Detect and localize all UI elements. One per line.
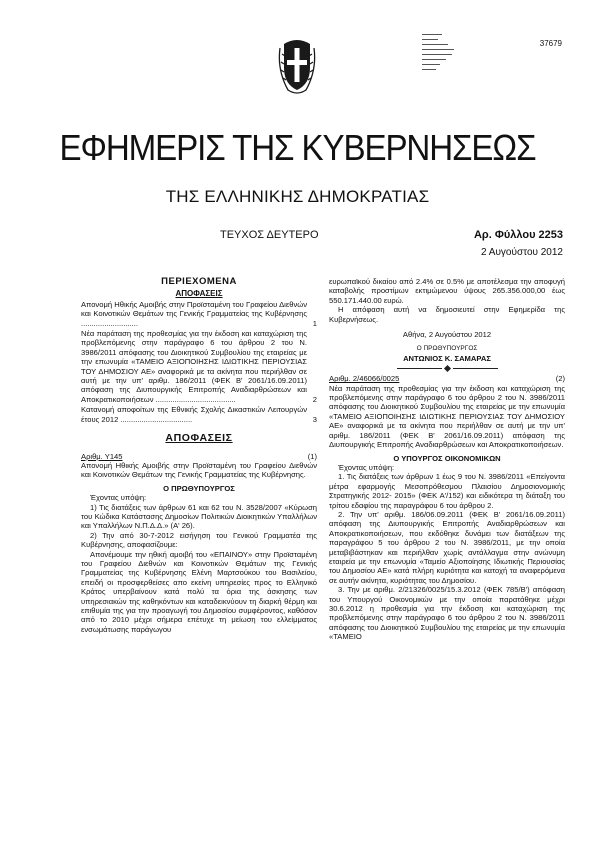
continuation-text: ευρωπαϊκού δικαίου από 2.4% σε 0.5% με αποτέλεσμα την αποφυγή καταβολής προστίμων εκτιμώμενου ύψους 265.356.000,00 έως 550.171.440.00 ευρώ. [329,277,565,305]
toc-item[interactable] [81,405,317,424]
decisions-heading: ΑΠΟΦΑΣΕΙΣ [165,432,233,445]
toc-item[interactable] [81,300,317,328]
decision-number-row [329,374,565,383]
having-regard: Έχοντας υπόψη: [90,493,147,503]
contents-subheading: ΑΠΟΦΑΣΕΙΣ [175,289,223,299]
toc-item-page: 3 [312,414,317,424]
decision-summary: Απονομή Ηθικής Αμοιβής στην Προϊσταμένη του Γραφείου Διεθνών και Κοινοτικών Θεμάτων της Γενικής Γραμματείας της Κυβέρνησης. [81,460,317,480]
decision-paragraph: 3. Την με αριθμ. 2/21326/0025/15.3.2012 (ΦΕΚ 785/Β') απόφαση του Υπουργού Οικονομικών με την οποία παρατάθηκε μέχρι 30.6.2012 η προθεσμία για την έκδοση και καταχώριση της προβλεπόμενης στην παράγραφο 6 του άρθρου 2 του Ν. 3986/2011 απόφασης του Διοικητικού Συμβουλίου της εταιρείας με την επωνυμία «ΤΑΜΕΙΟ [329,585,565,642]
decision-marker: (2) [555,374,565,384]
toc-item-text: Νέα παράταση της προθεσμίας για την έκδοση και καταχώριση της προβλεπόμενης στην παράγραφο 6 του άρθρου 2 του Ν. 3986/2011 απόφασης του Διοικητικού Συμβουλίου της εταιρείας με την επωνυμία «ΤΑΜΕΙΟ ΑΞΙΟΠΟΙΗΣΗΣ ΙΔΙΩΤΙΚΗΣ ΠΕΡΙΟΥΣΙΑΣ ΤΟΥ ΔΗΜΟΣΙΟΥ ΑΕ» αναφορικά με τα ακίνητα που περιήλθαν σε αυτή με την υπ' αριθμ. 186/2011 (ΦΕΚ Β' 2061/16.09.2011) απόφαση της Διυπουργικής Επιτροπής Αναδιαρθρώσεων και Αποκρατικοποιήσεων ...................................... [81,329,307,404]
contents-heading: ΠΕΡΙΕΧΟΜΕΝΑ [161,276,237,287]
page-number: 37679 [539,39,562,48]
publisher-seal [422,34,466,90]
gazette-title: ΕΦΗΜΕΡΙΣ ΤΗΣ ΚΥΒΕΡΝΗΣΕΩΣ [59,127,536,168]
left-column [81,277,317,634]
decision-paragraph: 1) Τις διατάξεις των άρθρων 61 και 62 του Ν. 3528/2007 «Κύρωση του Κώδικα Κατάστασης Δημοσίων Πολιτικών Διοικητικών Υπαλλήλων και Υπαλλήλων Ν.Π.Δ.Δ.» (Α' 26). [81,502,317,531]
decision-authority: Ο ΥΠΟΥΡΓΟΣ ΟΙΚΟΝΟΜΙΚΩΝ [393,453,501,463]
issue-date: 2 Αυγούστου 2012 [481,247,563,258]
toc-item-page: 2 [312,394,317,404]
publish-note: Η απόφαση αυτή να δημοσιευτεί στην Εφημερίδα της Κυβερνήσεως. [329,305,565,324]
issue-number: Αρ. Φύλλου 2253 [473,229,563,241]
issue-series: ΤΕΥΧΟΣ ΔΕΥΤΕΡΟ [220,229,319,241]
decision-summary: Νέα παράταση της προθεσμίας για την έκδοση και καταχώριση της προβλεπόμενης στην παράγραφο 6 του άρθρου 2 του Ν. 3986/2011 απόφασης του Διοικητικού Συμβουλίου της εταιρείας με την επωνυμία «ΤΑΜΕΙΟ ΑΞΙΟΠΟΙΗΣΗΣ ΙΔΙΩΤΙΚΗΣ ΠΕΡΙΟΥΣΙΑΣ ΤΟΥ ΔΗΜΟΣΙΟΥ ΑΕ» αναφορικά με τα ακίνητα που περιήλθαν σε αυτή με την υπ' αριθμ. 186/2011 (ΦΕΚ Β' 2061/16.09.2011) απόφαση της Διυπουργικής Επιτροπής Αναδιαρθρώσεων και Αποκρατικοποιήσεων. [329,383,565,450]
decision-marker: (1) [307,451,317,461]
section-divider [329,366,565,371]
sign-title: Ο ΠΡΩΘΥΠΟΥΡΓΟΣ [416,345,478,353]
sign-place-date: Αθήνα, 2 Αυγούστου 2012 [402,330,492,340]
toc-item-page: 1 [312,318,317,328]
decision-number-row [81,452,317,461]
sign-name: ΑΝΤΩΝΙΟΣ Κ. ΣΑΜΑΡΑΣ [403,353,491,363]
decision-number: Αριθμ. Υ145 [81,451,123,461]
decision-authority: Ο ΠΡΩΘΥΠΟΥΡΓΟΣ [163,483,235,493]
gazette-subtitle: ΤΗΣ ΕΛΛΗΝΙΚΗΣ ΔΗΜΟΚΡΑΤΙΑΣ [165,187,430,206]
toc-item[interactable] [81,329,317,404]
having-regard: Έχοντας υπόψη: [338,462,395,472]
decision-paragraph: 2. Την υπ' αριθμ. 186/06.09.2011 (ΦΕΚ Β' 2061/16.09.2011) απόφαση της Διυπουργικής Επιτροπής Αναδιαρθρώσεων και Αποκρατικοποιήσεων, που εκδόθηκε δυνάμει των διατάξεων της παραγράφου 5 του άρθρου 2 του Ν. 3986/2011, με την οποία μεταβιβάστηκαν και περιήλθαν χωρίς αντάλλαγμα στην ανώνυμη εταιρεία με την επωνυμία «Ταμείο Αξιοποίησης Ιδιωτικής Περιουσίας του Δημοσίου ΑΕ» κατά πλήρη κυριότητα και κατοχή τα αναφερόμενα σε αυτήν ακίνητα, κυριότητας του Δημοσίου. [329,509,565,585]
decision-paragraph: 1. Τις διατάξεις των άρθρων 1 έως 9 του Ν. 3986/2011 «Επείγοντα μέτρα εφαρμογής Μεσοπρόθεσμου Πλαισίου Δημοσιονομικής Στρατηγικής 2012- 2015» (ΦΕΚ Α'/152) και ειδικότερα τη διάταξη του τρίτου εδαφίου της παραγράφου 6 του άρθρου 2. [329,472,565,510]
decision-paragraph: 2) Την από 30-7-2012 εισήγηση του Γενικού Γραμματέα της Κυβέρνησης, αποφασίζουμε: [81,530,317,550]
decision-paragraph: Απονέμουμε την ηθική αμοιβή του «ΕΠΑΙΝΟΥ» στην Προϊσταμένη του Γραφείου Διεθνών και Κοινοτικών Θεμάτων της Γενικής Γραμματείας της Κυβέρνησης Ελένη Μαρτσούκου του Βασιλείου, επειδή οι προσφερθείσες απο εκείνη υπηρεσίες προς το Ελληνικό Κράτος υπερβαίνουν κατά πολύ τα όρια της άσκησης των υπηρεσιακών της καθηκόντων και καταδεικνύουν τη διαρκή θέρμη και επιθυμία της για την προαγωγή του Δημοσίου συμφέροντος, καθόσον από το 2010 μέχρι σήμερα επέτυχε τη μείωση του ελλείμματος ενσωμάτωσης παράγωγου [81,549,317,634]
toc-item-text: Κατανομή αποφοίτων της Εθνικής Σχολής Δικαστικών Λειτουργών έτους 2012 .................................. [81,405,307,424]
decision-number: Αριθμ. 2/46066/0025 [329,374,400,384]
right-column [329,277,565,642]
greek-coat-of-arms-icon [278,34,316,98]
toc-item-text: Απονομή Ηθικής Αμοιβής στην Προϊσταμένη του Γραφείου Διεθνών και Κοινοτικών Θεμάτων της Γενικής Γραμματείας της Κυβέρνησης ........................... [81,299,307,328]
